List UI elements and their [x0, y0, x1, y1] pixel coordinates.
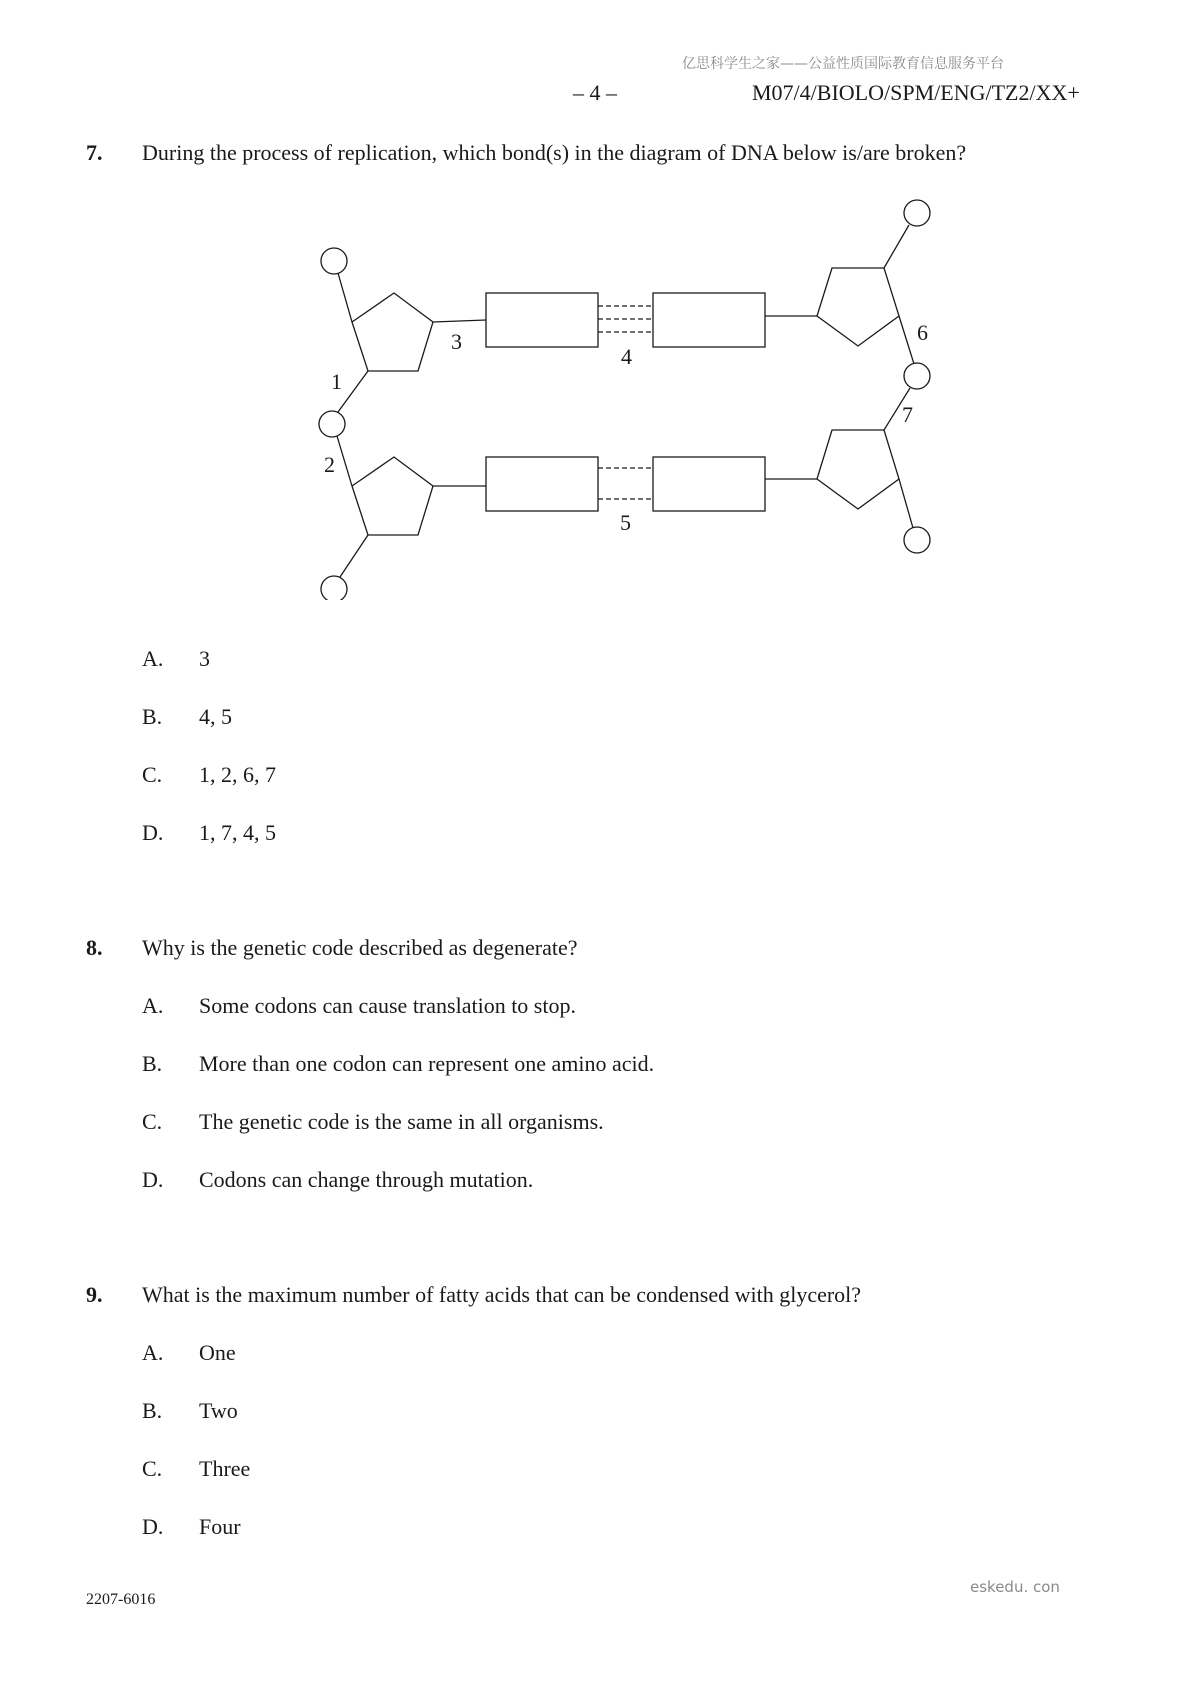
question-9-number: 9.: [86, 1282, 103, 1307]
q9-option-c-text: Three: [199, 1456, 251, 1481]
sugar-top-right: [817, 268, 899, 346]
question-8-text: Why is the genetic code described as degenerate?: [142, 935, 578, 960]
q9-option-b-text: Two: [199, 1398, 238, 1423]
q9-option-c-letter: C.: [142, 1456, 163, 1481]
q8-option-c-text: The genetic code is the same in all organisms.: [199, 1109, 604, 1134]
q8-option-a-text: Some codons can cause translation to stop.: [199, 993, 576, 1018]
sugar-top-left: [352, 293, 433, 371]
base-top-right: [653, 293, 765, 347]
q7-option-a-letter: A.: [142, 646, 164, 671]
question-8-number: 8.: [86, 935, 103, 960]
phosphate-bottom-left: [321, 576, 347, 600]
base-bottom-right: [653, 457, 765, 511]
phosphate-middle-left: [319, 411, 345, 437]
q7-option-b-text: 4, 5: [199, 704, 232, 729]
paper-code: M07/4/BIOLO/SPM/ENG/TZ2/XX+: [752, 80, 1080, 105]
dna-diagram: [0, 0, 1191, 600]
q7-option-c-text: 1, 2, 6, 7: [199, 762, 276, 787]
phosphate-top-left: [321, 248, 347, 274]
base-bottom-left: [486, 457, 598, 511]
bond-label-6: 6: [917, 320, 928, 345]
hydrogen-bonds: [598, 306, 653, 499]
bond-label-2: 2: [324, 452, 335, 477]
bond-label-3: 3: [451, 329, 462, 354]
watermark-footer: eskedu. con: [970, 1578, 1060, 1596]
q7-option-b-letter: B.: [142, 704, 163, 729]
q8-option-a-letter: A.: [142, 993, 164, 1018]
q9-option-d-letter: D.: [142, 1514, 164, 1539]
q8-option-d-letter: D.: [142, 1167, 164, 1192]
document-id: 2207-6016: [86, 1591, 156, 1608]
base-top-left: [486, 293, 598, 347]
q7-option-d-text: 1, 7, 4, 5: [199, 820, 276, 845]
phosphate-top-right: [904, 200, 930, 226]
sugar-bottom-left: [352, 457, 433, 535]
phosphate-bottom-right: [904, 527, 930, 553]
page-number: – 4 –: [573, 80, 617, 105]
sugar-bottom-right: [817, 430, 899, 509]
q9-option-b-letter: B.: [142, 1398, 163, 1423]
phosphate-middle-right: [904, 363, 930, 389]
question-7-number: 7.: [86, 140, 103, 165]
q8-option-c-letter: C.: [142, 1109, 163, 1134]
q7-option-a-text: 3: [199, 646, 210, 671]
bond-label-5: 5: [620, 510, 631, 535]
q9-option-d-text: Four: [199, 1514, 241, 1539]
q8-option-d-text: Codons can change through mutation.: [199, 1167, 534, 1192]
bond-label-4: 4: [621, 344, 632, 369]
q9-option-a-text: One: [199, 1340, 236, 1365]
q7-option-d-letter: D.: [142, 820, 164, 845]
question-7-text: During the process of replication, which bond(s) in the diagram of DNA below is/are broken?: [142, 140, 967, 165]
bond-label-1: 1: [331, 369, 342, 394]
question-9-text: What is the maximum number of fatty acids that can be condensed with glycerol?: [142, 1282, 862, 1307]
q8-option-b-text: More than one codon can represent one amino acid.: [199, 1051, 655, 1076]
watermark-header: 亿思科学生之家——公益性质国际教育信息服务平台: [682, 56, 1004, 72]
q8-option-b-letter: B.: [142, 1051, 163, 1076]
q9-option-a-letter: A.: [142, 1340, 164, 1365]
q7-option-c-letter: C.: [142, 762, 163, 787]
bond-label-7: 7: [902, 402, 913, 427]
